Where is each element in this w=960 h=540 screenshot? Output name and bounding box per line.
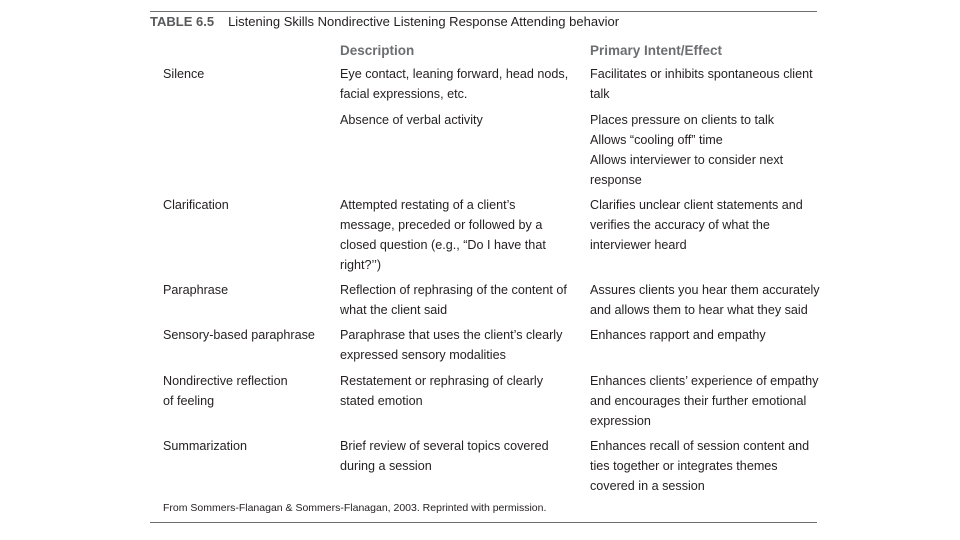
skill-line: Paraphrase (163, 283, 229, 297)
row-summarization-intent (590, 436, 809, 496)
description-line: Reflection of rephrasing of the content of (340, 283, 567, 297)
description-line: message, preceded or followed by a (340, 218, 543, 232)
intent-line: Allows “cooling off” time (590, 133, 723, 147)
column-header-description: Description (340, 43, 415, 58)
row-paraphrase-description (340, 280, 567, 320)
row-clarification-description (340, 195, 546, 275)
table-number: TABLE 6.5 (150, 14, 215, 29)
intent-line: talk (590, 87, 610, 101)
skill-line: Clarification (163, 198, 229, 212)
intent-line: Allows interviewer to consider next (590, 153, 784, 167)
description-line: closed question (e.g., “Do I have that (340, 238, 546, 252)
table-source-note: From Sommers-Flanagan & Sommers-Flanagan, 2003. Reprinted with permission. (163, 502, 547, 514)
row-paraphrase-intent (590, 280, 820, 320)
row-clarification-skill (163, 195, 229, 215)
intent-line: Enhances rapport and empathy (590, 328, 766, 342)
row-reflection-feeling-description (340, 371, 543, 411)
row-silence-intent (590, 64, 813, 104)
intent-line: interviewer heard (590, 238, 687, 252)
description-line: Absence of verbal activity (340, 113, 483, 127)
intent-line: covered in a session (590, 479, 705, 493)
row-silence-2-description (340, 110, 483, 130)
description-line: right?’’) (340, 258, 382, 272)
description-line: during a session (340, 459, 432, 473)
intent-line: and encourages their further emotional (590, 394, 807, 408)
intent-line: verifies the accuracy of what the (590, 218, 770, 232)
description-line: what the client said (340, 303, 448, 317)
description-line: expressed sensory modalities (340, 348, 506, 362)
skill-line: Nondirective reflection (163, 374, 288, 388)
intent-line: and allows them to hear what they said (590, 303, 808, 317)
description-line: Attempted restating of a client’s (340, 198, 516, 212)
row-sensory-paraphrase-intent (590, 325, 766, 345)
table-title: Listening Skills Nondirective Listening Response Attending behavior (228, 14, 620, 29)
row-paraphrase-skill (163, 280, 228, 300)
skill-line: Silence (163, 67, 205, 81)
skill-line: Summarization (163, 439, 247, 453)
table-caption (150, 13, 619, 31)
description-line: facial expressions, etc. (340, 87, 468, 101)
description-line: Restatement or rephrasing of clearly (340, 374, 543, 388)
description-line: Brief review of several topics covered (340, 439, 549, 453)
row-summarization-skill (163, 436, 247, 456)
intent-line: Enhances clients’ experience of empathy (590, 374, 819, 388)
skill-line: of feeling (163, 394, 215, 408)
row-summarization-description (340, 436, 549, 476)
intent-line: Clarifies unclear client statements and (590, 198, 803, 212)
row-silence-2-intent (590, 110, 783, 190)
description-line: stated emotion (340, 394, 423, 408)
row-reflection-feeling-intent (590, 371, 818, 431)
intent-line: Places pressure on clients to talk (590, 113, 775, 127)
intent-line: Assures clients you hear them accurately (590, 283, 820, 297)
row-sensory-paraphrase-description (340, 325, 562, 365)
column-header-intent: Primary Intent/Effect (590, 43, 723, 58)
description-line: Paraphrase that uses the client’s clearly (340, 328, 563, 342)
intent-line: response (590, 173, 642, 187)
table-bottom-rule (150, 522, 817, 523)
intent-line: Enhances recall of session content and (590, 439, 810, 453)
intent-line: ties together or integrates themes (590, 459, 778, 473)
description-line: Eye contact, leaning forward, head nods, (340, 67, 569, 81)
row-silence-description (340, 64, 568, 104)
row-clarification-intent (590, 195, 803, 255)
intent-line: Facilitates or inhibits spontaneous client (590, 67, 813, 81)
row-silence-skill (163, 64, 204, 84)
intent-line: expression (590, 414, 651, 428)
skill-line: Sensory-based paraphrase (163, 328, 315, 342)
row-sensory-paraphrase-skill (163, 325, 315, 345)
table-top-rule (150, 11, 817, 12)
row-reflection-feeling-skill (163, 371, 288, 411)
